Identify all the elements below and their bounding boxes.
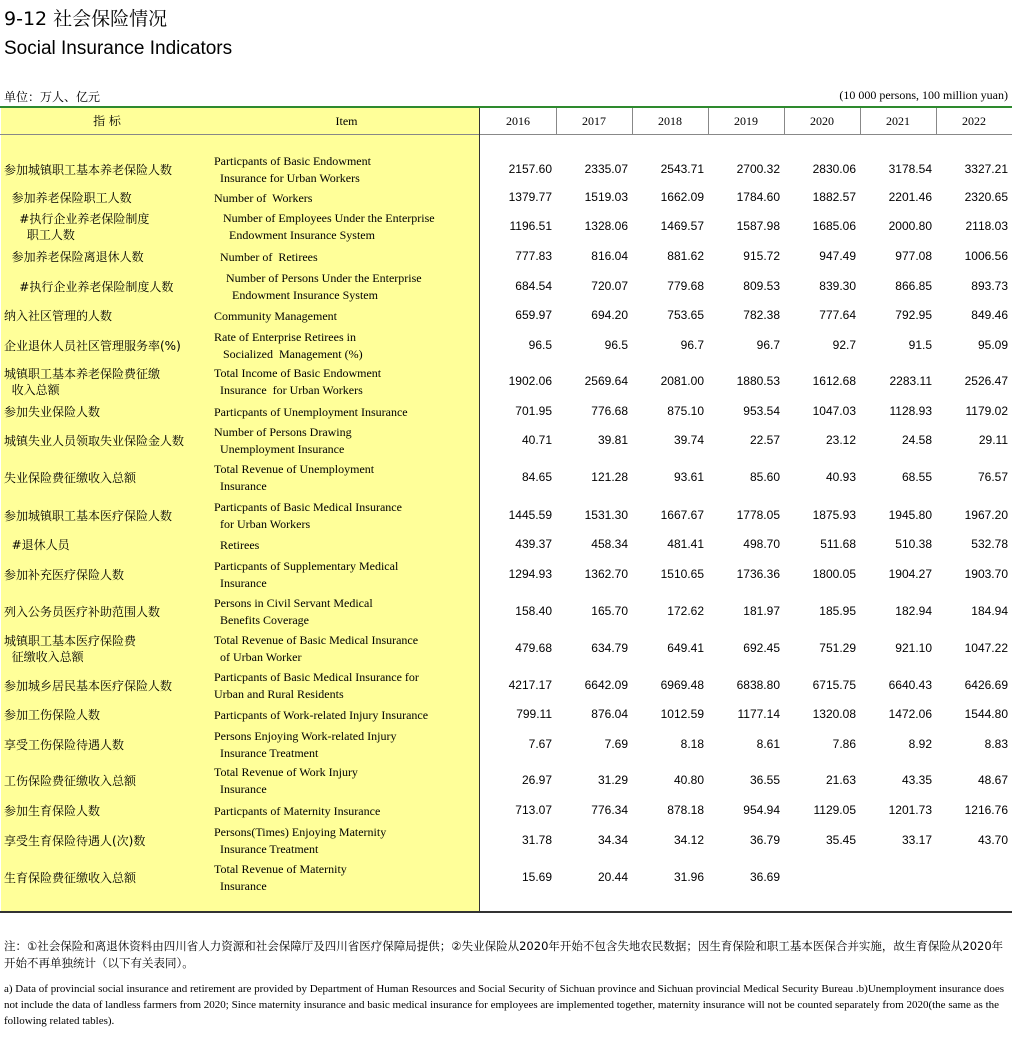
item-label-en: Endowment Insurance System <box>214 288 378 302</box>
value-cell-2020: 40.93 <box>825 470 856 484</box>
item-label-cn: 参加养老保险离退休人数 <box>4 250 144 264</box>
value-cell-2020: 751.29 <box>819 641 856 655</box>
value-cell-2017: 7.69 <box>604 737 628 751</box>
value-cell-2022: 76.57 <box>977 470 1008 484</box>
header-year-2019: 2019 <box>734 114 758 128</box>
value-cell-2021: 977.08 <box>895 249 932 263</box>
value-cell-2020: 1882.57 <box>812 190 856 204</box>
value-cell-2022: 1967.20 <box>964 508 1008 522</box>
value-cell-2018: 881.62 <box>667 249 704 263</box>
item-label-en: Total Revenue of Maternity <box>214 862 347 876</box>
value-cell-2016: 158.40 <box>515 604 552 618</box>
item-label-en: Number of Retirees <box>214 249 318 264</box>
item-label-en: Insurance for Urban Workers <box>214 383 363 397</box>
value-cell-2016: 799.11 <box>516 707 552 721</box>
value-cell-2022: 893.73 <box>971 279 1008 293</box>
unit-label-en: (10 000 persons, 100 million yuan) <box>839 88 1008 102</box>
value-cell-2022: 3327.21 <box>964 162 1008 176</box>
value-cell-2018: 31.96 <box>673 870 704 884</box>
year-column-divider <box>556 108 557 134</box>
header-year-2022: 2022 <box>962 114 986 128</box>
value-cell-2018: 34.12 <box>673 833 704 847</box>
item-label-en: Particpants of Supplementary Medical <box>214 559 399 573</box>
item-label-en: Particpants of Basic Medical Insurance <box>214 500 402 514</box>
item-label-cn: 参加失业保险人数 <box>4 405 101 419</box>
item-label-en: Unemployment Insurance <box>214 442 345 456</box>
value-cell-2018: 39.74 <box>673 433 704 447</box>
item-label-cn: 工伤保险费征缴收入总额 <box>4 774 137 788</box>
value-cell-2022: 849.46 <box>971 308 1008 322</box>
value-cell-2018: 172.62 <box>667 604 704 618</box>
value-cell-2019: 36.55 <box>749 773 780 787</box>
value-cell-2016: 713.07 <box>515 803 552 817</box>
value-cell-2018: 2081.00 <box>660 374 704 388</box>
item-label-en: Insurance <box>214 879 267 893</box>
value-cell-2019: 1736.36 <box>736 567 780 581</box>
value-cell-2020: 511.68 <box>820 537 856 551</box>
item-label-en: Total Revenue of Unemployment <box>214 462 375 476</box>
value-cell-2016: 1379.77 <box>508 190 552 204</box>
item-label-cn: 享受生育保险待遇人(次)数 <box>4 834 146 848</box>
value-cell-2022: 1006.56 <box>964 249 1008 263</box>
value-cell-2022: 2526.47 <box>964 374 1008 388</box>
item-label-en: Socialized Management (%) <box>214 347 363 361</box>
value-cell-2018: 753.65 <box>667 308 704 322</box>
value-cell-2017: 1328.06 <box>584 219 628 233</box>
value-cell-2019: 1177.14 <box>737 707 780 721</box>
item-label-cn: 参加城镇职工基本养老保险人数 <box>4 163 173 177</box>
value-cell-2017: 776.68 <box>591 404 628 418</box>
header-year-2018: 2018 <box>658 114 682 128</box>
item-label-en: Number of Employees Under the Enterprise <box>214 211 435 225</box>
header-year-2020: 2020 <box>810 114 834 128</box>
unit-label-cn: 单位：万人、亿元 <box>4 90 101 104</box>
item-label-en: Insurance <box>214 576 267 590</box>
value-cell-2016: 1902.06 <box>508 374 552 388</box>
item-label-en: Retirees <box>214 537 260 552</box>
value-cell-2020: 1047.03 <box>812 404 856 418</box>
value-cell-2021: 792.95 <box>895 308 932 322</box>
item-label-en: Number of Persons Drawing <box>214 425 352 439</box>
value-cell-2019: 954.94 <box>743 803 780 817</box>
value-cell-2019: 498.70 <box>743 537 780 551</box>
value-cell-2016: 26.97 <box>521 773 552 787</box>
item-label-en: Insurance Treatment <box>214 746 319 760</box>
header-year-2021: 2021 <box>886 114 910 128</box>
value-cell-2020: 23.12 <box>825 433 856 447</box>
value-cell-2021: 2000.80 <box>888 219 932 233</box>
value-cell-2017: 2335.07 <box>584 162 628 176</box>
item-label-cn: #退休人员 <box>4 538 70 552</box>
value-cell-2020: 1800.05 <box>812 567 856 581</box>
value-cell-2022: 1216.76 <box>964 803 1008 817</box>
item-label-cn: 参加城乡居民基本医疗保险人数 <box>4 679 173 693</box>
value-cell-2021: 921.10 <box>895 641 932 655</box>
value-cell-2017: 31.29 <box>597 773 628 787</box>
item-label-cn: #执行企业养老保险制度人数 <box>4 280 174 294</box>
year-column-divider <box>708 108 709 134</box>
value-cell-2018: 93.61 <box>673 470 704 484</box>
value-cell-2018: 875.10 <box>667 404 704 418</box>
value-cell-2022: 1544.80 <box>964 707 1008 721</box>
value-cell-2017: 1519.03 <box>584 190 628 204</box>
year-column-divider <box>632 108 633 134</box>
value-cell-2016: 4217.17 <box>508 678 552 692</box>
value-cell-2019: 96.7 <box>756 338 780 352</box>
value-cell-2021: 1201.73 <box>888 803 932 817</box>
value-cell-2016: 7.67 <box>528 737 552 751</box>
item-label-cn: 城镇失业人员领取失业保险金人数 <box>4 434 185 448</box>
item-label-en: Insurance <box>214 479 267 493</box>
item-label-cn: 企业退休人员社区管理服务率(%) <box>4 339 181 353</box>
value-cell-2016: 96.5 <box>528 338 552 352</box>
value-cell-2022: 184.94 <box>971 604 1008 618</box>
value-cell-2018: 779.68 <box>667 279 704 293</box>
value-cell-2021: 24.58 <box>901 433 932 447</box>
item-label-cn: #执行企业养老保险制度 <box>4 212 150 226</box>
value-cell-2017: 121.28 <box>591 470 628 484</box>
footnote-en: a) Data of provincial social insurance and retirement are provided by Department of Human Resources and Social Security of Sichuan province and Sichuan provincial Medical Security Bureau .b)Unemployment insurance does not include the data of landless farmers from 2020; Since maternity insurance and basic medical insurance for employees are implemented together, maternity insurance will not be counted separately from 2020(the same as the following related tables). <box>4 983 1005 1027</box>
value-cell-2020: 7.86 <box>832 737 856 751</box>
value-cell-2020: 1320.08 <box>812 707 856 721</box>
value-cell-2022: 532.78 <box>971 537 1008 551</box>
value-cell-2016: 1445.59 <box>508 508 552 522</box>
value-cell-2018: 1469.57 <box>660 219 704 233</box>
value-cell-2018: 96.7 <box>680 338 704 352</box>
value-cell-2018: 481.41 <box>667 537 704 551</box>
value-cell-2020: 6715.75 <box>812 678 856 692</box>
item-label-cn: 享受工伤保险待遇人数 <box>4 738 125 752</box>
item-label-en: Total Income of Basic Endowment <box>214 366 382 380</box>
value-cell-2016: 1294.93 <box>508 567 552 581</box>
value-cell-2021: 68.55 <box>901 470 932 484</box>
value-cell-2021: 6640.43 <box>888 678 932 692</box>
item-label-cn: 列入公务员医疗补助范围人数 <box>4 605 161 619</box>
value-cell-2019: 1778.05 <box>736 508 780 522</box>
value-cell-2020: 947.49 <box>819 249 856 263</box>
value-cell-2020: 777.64 <box>819 308 856 322</box>
value-cell-2021: 866.85 <box>895 279 932 293</box>
item-label-cn: 参加生育保险人数 <box>4 804 101 818</box>
item-label-cn: 职工人数 <box>4 228 75 242</box>
value-cell-2021: 3178.54 <box>888 162 932 176</box>
value-cell-2021: 33.17 <box>901 833 932 847</box>
value-cell-2022: 6426.69 <box>964 678 1008 692</box>
value-cell-2021: 1472.06 <box>888 707 932 721</box>
value-cell-2017: 876.04 <box>591 707 628 721</box>
value-cell-2019: 1587.98 <box>736 219 780 233</box>
item-label-en: Persons(Times) Enjoying Maternity <box>214 825 387 839</box>
value-cell-2021: 43.35 <box>901 773 932 787</box>
value-cell-2019: 809.53 <box>743 279 780 293</box>
value-cell-2020: 21.63 <box>825 773 856 787</box>
data-table <box>0 106 1012 914</box>
page-title-cn: 9-12 社会保险情况 <box>4 8 168 30</box>
value-cell-2019: 2700.32 <box>736 162 780 176</box>
value-cell-2018: 878.18 <box>667 803 704 817</box>
value-cell-2017: 39.81 <box>597 433 628 447</box>
item-label-en: Persons Enjoying Work-related Injury <box>214 729 397 743</box>
value-cell-2017: 165.70 <box>591 604 628 618</box>
value-cell-2018: 1012.59 <box>660 707 704 721</box>
value-cell-2018: 2543.71 <box>660 162 704 176</box>
year-column-divider <box>860 108 861 134</box>
value-cell-2016: 2157.60 <box>508 162 552 176</box>
item-label-en: Particpants of Maternity Insurance <box>214 803 381 818</box>
item-label-en: Particpants of Basic Medical Insurance for <box>214 670 419 684</box>
item-label-cn: 参加补充医疗保险人数 <box>4 568 125 582</box>
value-cell-2017: 458.34 <box>591 537 628 551</box>
item-label-cn: 纳入社区管理的人数 <box>4 309 113 323</box>
item-label-en: Particpants of Unemployment Insurance <box>214 404 408 419</box>
item-label-cn: 城镇职工基本医疗保险费 <box>4 634 137 648</box>
value-cell-2021: 510.38 <box>895 537 932 551</box>
item-label-en: Rate of Enterprise Retirees in <box>214 330 356 344</box>
value-cell-2022: 1903.70 <box>964 567 1008 581</box>
item-label-en: Number of Persons Under the Enterprise <box>214 271 422 285</box>
value-cell-2019: 915.72 <box>743 249 780 263</box>
page-title-en: Social Insurance Indicators <box>4 38 233 59</box>
year-column-divider <box>936 108 937 134</box>
value-cell-2019: 8.61 <box>756 737 780 751</box>
value-cell-2017: 776.34 <box>591 803 628 817</box>
value-cell-2017: 1531.30 <box>584 508 628 522</box>
item-label-cn: 失业保险费征缴收入总额 <box>4 471 137 485</box>
value-cell-2019: 181.97 <box>743 604 780 618</box>
table-bottom-rule <box>0 911 1012 913</box>
item-label-cn: 城镇职工基本养老保险费征缴 <box>4 367 161 381</box>
value-cell-2018: 649.41 <box>667 641 704 655</box>
value-cell-2019: 953.54 <box>743 404 780 418</box>
value-cell-2020: 839.30 <box>819 279 856 293</box>
value-cell-2017: 694.20 <box>591 308 628 322</box>
value-cell-2018: 1510.65 <box>660 567 704 581</box>
value-cell-2021: 2283.11 <box>889 374 932 388</box>
value-cell-2018: 8.18 <box>680 737 704 751</box>
value-cell-2022: 1179.02 <box>965 404 1008 418</box>
year-column-divider <box>784 108 785 134</box>
value-cell-2018: 6969.48 <box>660 678 704 692</box>
item-label-en: Endowment Insurance System <box>214 228 375 242</box>
value-cell-2021: 1904.27 <box>888 567 932 581</box>
value-cell-2020: 92.7 <box>832 338 856 352</box>
value-cell-2018: 1667.67 <box>660 508 704 522</box>
value-cell-2017: 1362.70 <box>584 567 628 581</box>
value-cell-2016: 40.71 <box>521 433 552 447</box>
value-cell-2017: 816.04 <box>591 249 628 263</box>
value-cell-2016: 701.95 <box>515 404 552 418</box>
item-label-cn: 生育保险费征缴收入总额 <box>4 871 137 885</box>
item-label-en: Total Revenue of Work Injury <box>214 765 358 779</box>
item-label-cn: 收入总额 <box>4 383 60 397</box>
value-cell-2020: 185.95 <box>819 604 856 618</box>
item-label-en: Number of Workers <box>214 190 313 205</box>
value-cell-2016: 684.54 <box>515 279 552 293</box>
item-label-cn: 参加工伤保险人数 <box>4 708 101 722</box>
value-cell-2019: 36.79 <box>749 833 780 847</box>
value-cell-2016: 15.69 <box>521 870 552 884</box>
value-cell-2022: 95.09 <box>977 338 1008 352</box>
header-item-cn: 指 标 <box>93 114 121 128</box>
item-label-en: Insurance Treatment <box>214 842 319 856</box>
header-year-2017: 2017 <box>582 114 606 128</box>
value-cell-2019: 36.69 <box>749 870 780 884</box>
value-cell-2019: 1880.53 <box>736 374 780 388</box>
value-cell-2019: 782.38 <box>743 308 780 322</box>
item-label-en: for Urban Workers <box>214 517 311 531</box>
value-cell-2017: 6642.09 <box>584 678 628 692</box>
value-cell-2022: 29.11 <box>978 433 1008 447</box>
value-cell-2016: 777.83 <box>515 249 552 263</box>
value-cell-2020: 2830.06 <box>812 162 856 176</box>
value-cell-2016: 659.97 <box>515 308 552 322</box>
value-cell-2017: 2569.64 <box>584 374 628 388</box>
value-cell-2022: 8.83 <box>984 737 1008 751</box>
value-cell-2022: 48.67 <box>977 773 1008 787</box>
value-cell-2019: 1784.60 <box>736 190 780 204</box>
value-cell-2021: 1945.80 <box>888 508 932 522</box>
value-cell-2016: 1196.51 <box>509 219 552 233</box>
item-label-en: of Urban Worker <box>214 650 302 664</box>
item-label-en: Benefits Coverage <box>214 613 309 627</box>
value-cell-2016: 84.65 <box>521 470 552 484</box>
item-label-cn: 征缴收入总额 <box>4 650 84 664</box>
value-cell-2018: 1662.09 <box>660 190 704 204</box>
value-cell-2020: 1129.05 <box>813 803 856 817</box>
value-cell-2019: 692.45 <box>743 641 780 655</box>
item-label-en: Particpants of Work-related Injury Insurance <box>214 707 429 722</box>
value-cell-2020: 1612.68 <box>812 374 856 388</box>
value-cell-2021: 2201.46 <box>888 190 932 204</box>
value-cell-2019: 22.57 <box>749 433 780 447</box>
value-cell-2018: 40.80 <box>673 773 704 787</box>
value-cell-2019: 6838.80 <box>736 678 780 692</box>
value-cell-2017: 720.07 <box>591 279 628 293</box>
value-cell-2017: 96.5 <box>604 338 628 352</box>
value-cell-2016: 31.78 <box>521 833 552 847</box>
value-cell-2020: 35.45 <box>825 833 856 847</box>
value-cell-2019: 85.60 <box>749 470 780 484</box>
value-cell-2017: 34.34 <box>597 833 628 847</box>
item-label-cn: 参加养老保险职工人数 <box>4 191 132 205</box>
value-cell-2021: 182.94 <box>895 604 932 618</box>
item-label-en: Urban and Rural Residents <box>214 687 344 701</box>
item-label-en: Community Management <box>214 308 337 323</box>
value-cell-2021: 91.5 <box>908 338 932 352</box>
value-cell-2020: 1685.06 <box>812 219 856 233</box>
value-cell-2021: 8.92 <box>908 737 932 751</box>
value-cell-2016: 479.68 <box>515 641 552 655</box>
item-label-en: Insurance for Urban Workers <box>214 171 360 185</box>
header-item-en: Item <box>335 114 358 128</box>
item-label-cn: 参加城镇职工基本医疗保险人数 <box>4 509 173 523</box>
value-cell-2016: 439.37 <box>515 537 552 551</box>
item-label-en: Persons in Civil Servant Medical <box>214 596 373 610</box>
footnote-cn: 注：①社会保险和离退休资料由四川省人力资源和社会保障厅及四川省医疗保障局提供；②失业保险从2020年开始不包含失地农民数据；因生育保险和职工基本医保合并实施，故生育保险从2020年开始不再单独统计（以下有关表同）。 <box>4 939 1004 970</box>
item-label-en: Insurance <box>214 782 267 796</box>
value-cell-2017: 20.44 <box>597 870 628 884</box>
value-cell-2017: 634.79 <box>591 641 628 655</box>
value-cell-2021: 1128.93 <box>889 404 932 418</box>
value-cell-2020: 1875.93 <box>812 508 856 522</box>
value-cell-2022: 2320.65 <box>964 190 1008 204</box>
value-cell-2022: 43.70 <box>977 833 1008 847</box>
header-year-2016: 2016 <box>506 114 530 128</box>
value-cell-2022: 1047.22 <box>964 641 1008 655</box>
item-label-en: Total Revenue of Basic Medical Insurance <box>214 633 419 647</box>
value-cell-2022: 2118.03 <box>965 219 1008 233</box>
item-label-en: Particpants of Basic Endowment <box>214 154 371 168</box>
